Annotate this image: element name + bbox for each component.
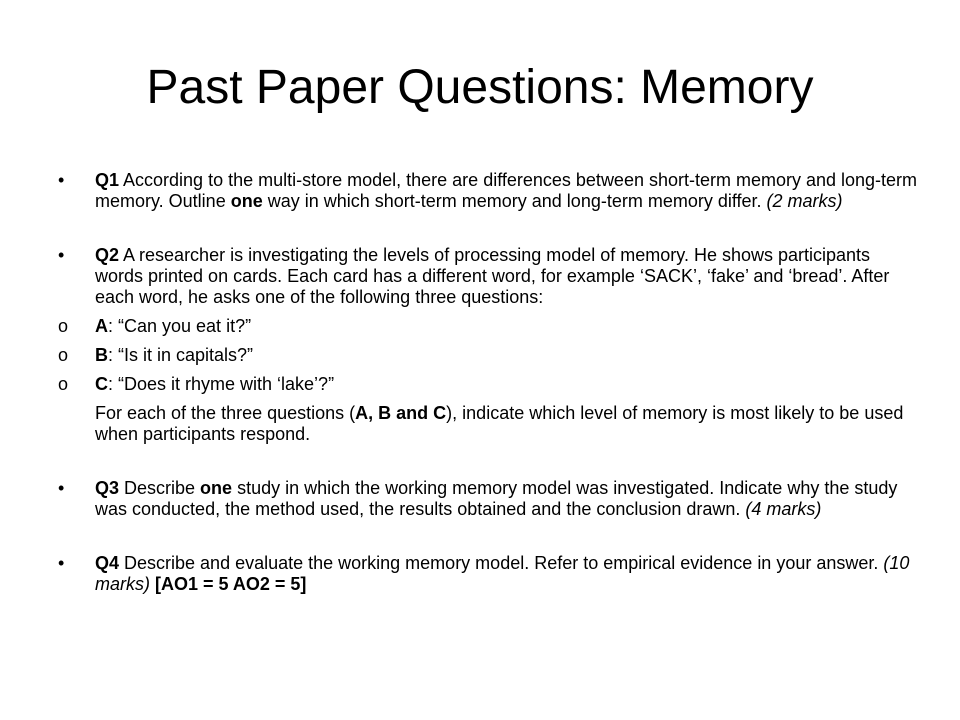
question-3-text bbox=[95, 478, 918, 520]
question-4-label: Q4 bbox=[95, 553, 120, 573]
question-3-emphasis: one bbox=[200, 478, 233, 498]
question-2-instruction bbox=[58, 403, 918, 445]
bullet-icon: • bbox=[58, 170, 65, 190]
option-a-text bbox=[95, 316, 918, 337]
option-b bbox=[58, 345, 918, 366]
option-b-text bbox=[95, 345, 918, 366]
question-4 bbox=[58, 553, 918, 595]
question-4-marks: (10 marks) bbox=[95, 553, 910, 594]
bullet-icon: • bbox=[58, 245, 65, 265]
question-2-instruction-a: For each of the three questions ( bbox=[95, 403, 356, 423]
slide-title: Past Paper Questions: Memory bbox=[146, 61, 814, 114]
question-3-marks: (4 marks) bbox=[745, 499, 822, 519]
question-4-text bbox=[95, 553, 918, 595]
question-1-marks: (2 marks) bbox=[766, 191, 843, 211]
sub-bullet-icon: o bbox=[58, 316, 69, 336]
question-3 bbox=[58, 478, 918, 520]
option-c-text bbox=[95, 374, 918, 395]
question-2-instruction-c: ), indicate which level of memory is most likely to be used when participants respond. bbox=[95, 403, 904, 444]
bullet-icon: • bbox=[58, 478, 65, 498]
question-2-instruction-text bbox=[95, 403, 918, 445]
question-1-body-2: way in which short-term memory and long-term memory differ. bbox=[262, 191, 767, 211]
option-c-label: C bbox=[95, 374, 108, 394]
question-1-text bbox=[95, 170, 918, 212]
option-c bbox=[58, 374, 918, 395]
question-4-body: Describe and evaluate the working memory model. Refer to empirical evidence in your answer. bbox=[119, 553, 884, 573]
question-2 bbox=[58, 245, 918, 308]
sub-bullet-icon: o bbox=[58, 345, 69, 365]
question-3-body-2: study in which the working memory model was investigated. Indicate why the study was conducted, the method used, the results obtained and the conclusion drawn. bbox=[95, 478, 898, 519]
sub-bullet-icon: o bbox=[58, 374, 69, 394]
question-1-label: Q1 bbox=[95, 170, 120, 190]
option-a-body: : “Can you eat it?” bbox=[108, 316, 252, 336]
bullet-icon: • bbox=[58, 553, 65, 573]
option-b-label: B bbox=[95, 345, 108, 365]
question-2-instruction-b: A, B and C bbox=[355, 403, 447, 423]
question-4-assessment-objectives: [AO1 = 5 AO2 = 5] bbox=[150, 574, 307, 594]
question-1-emphasis: one bbox=[230, 191, 263, 211]
option-a-label: A bbox=[95, 316, 108, 336]
question-1 bbox=[58, 170, 918, 212]
question-1-body: According to the multi-store model, there are differences between short-term memory and long-term memory. Outline bbox=[95, 170, 918, 211]
question-2-text bbox=[95, 245, 918, 308]
option-b-body: : “Is it in capitals?” bbox=[108, 345, 254, 365]
question-2-body: A researcher is investigating the levels of processing model of memory. He shows participants words printed on cards. Each card has a different word, for example ‘SACK’, ‘fake’ and ‘bread’. After each word, he asks one of the following three questions: bbox=[95, 245, 890, 307]
question-2-label: Q2 bbox=[95, 245, 120, 265]
question-3-label: Q3 bbox=[95, 478, 120, 498]
option-c-body: : “Does it rhyme with ‘lake’?” bbox=[108, 374, 335, 394]
question-list bbox=[58, 170, 918, 595]
question-3-body: Describe bbox=[119, 478, 201, 498]
option-a bbox=[58, 316, 918, 337]
